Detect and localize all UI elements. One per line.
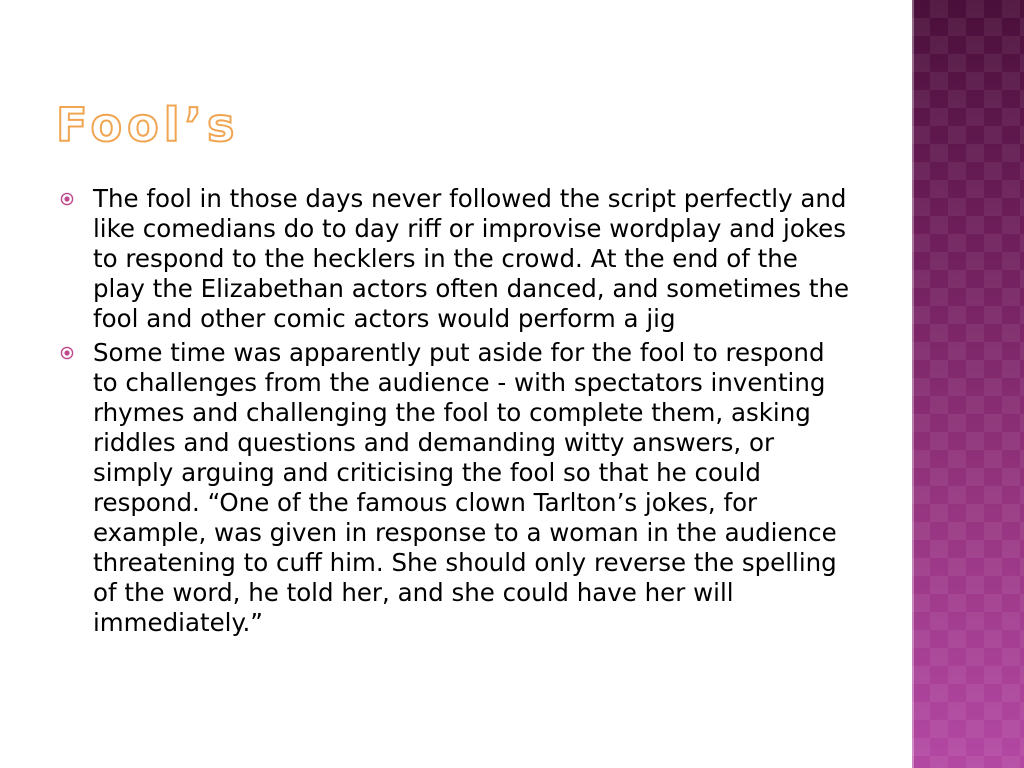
bullet-text: The fool in those days never followed the script perfectly and like comedians do to day riff or improvise wordplay and jokes to respond to the hecklers in the crowd. At the end of the play the Elizabethan actors often danced, and sometimes the fool and other comic actors would perform a jig: [93, 184, 850, 333]
bullet-list: [60, 184, 850, 642]
slide-title: Fool’s: [56, 98, 240, 152]
bullet-item: [60, 338, 850, 638]
band-diamond-pattern: [912, 0, 1024, 768]
circled-dot-bullet-icon: [60, 192, 74, 206]
circled-dot-bullet-icon: [60, 346, 74, 360]
decorative-side-band: [912, 0, 1024, 768]
bullet-text: Some time was apparently put aside for the fool to respond to challenges from the audience - with spectators inventing rhymes and challenging the fool to complete them, asking riddles and questions and demanding witty answers, or simply arguing and criticising the fool so that he could respond. “One of the famous clown Tarlton’s jokes, for example, was given in response to a woman in the audience threatening to cuff him. She should only reverse the spelling of the word, he told her, and she could have her will immediately.”: [93, 338, 837, 637]
bullet-item: [60, 184, 850, 334]
